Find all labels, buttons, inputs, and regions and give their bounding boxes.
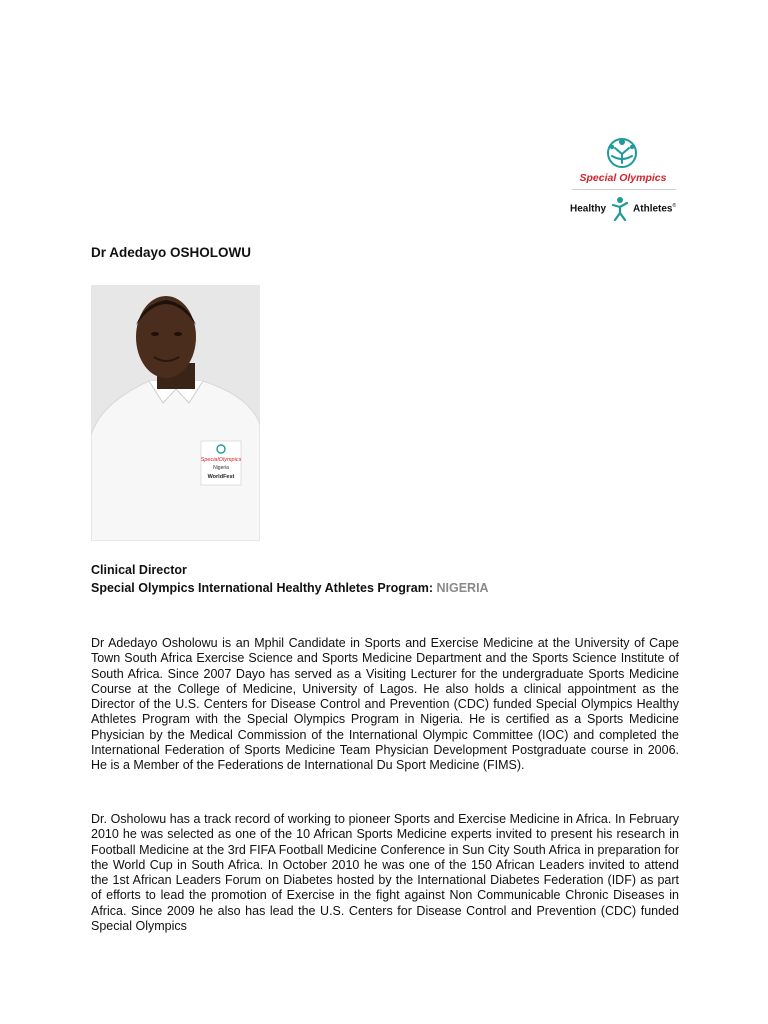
logo-special-olympics-text: Special Olympics [579, 172, 667, 184]
special-olympics-healthy-athletes-logo [566, 136, 680, 228]
shirt-logo-line3: WorldFest [207, 474, 235, 480]
logo-athletes-text: Athletes [633, 203, 673, 215]
portrait-photo [91, 285, 260, 541]
bio-paragraph-2: Dr. Osholowu has a track record of working to pioneer Sports and Exercise Medicine in Africa. In February 2010 he was selected as one of the 10 African Sports Medicine experts invited to present his research in Football Medicine at the 3rd FIFA Football Medicine Conference in Sun City South Africa in preparation for the World Cup in South Africa. In October 2010 he was one of the 150 African Leaders invited to attend the 1st African Leaders Forum on Diabetes hosted by the International Diabetes Federation (IDF) as part of efforts to lead the promotion of Exercise in the fight against Non Communicable Chronic Diseases in Africa. Since 2009 he also has lead the U.S. Centers for Disease Control and Prevention (CDC) funded Special Olympics [91, 812, 679, 934]
logo-healthy-text: Healthy [570, 203, 607, 215]
logo-healthy-athletes [570, 196, 676, 222]
registered-mark: ® [672, 202, 677, 209]
program-line [91, 579, 489, 597]
logo-divider [572, 189, 676, 190]
shirt-logo-line2: Nigeria [213, 465, 229, 471]
shirt-logo-line1: SpecialOlympics [200, 457, 242, 463]
program-country: NIGERIA [436, 581, 489, 595]
special-olympics-emblem-icon [604, 136, 640, 170]
role-title: Clinical Director [91, 563, 187, 577]
athlete-figure-icon [611, 196, 629, 222]
portrait-illustration [91, 285, 260, 541]
bio-paragraph-1: Dr Adedayo Osholowu is an Mphil Candidate in Sports and Exercise Medicine at the University of Cape Town South Africa Exercise Science and Sports Medicine Department and the Sports Science Institute of South Africa. Since 2007 Dayo has served as a Visiting Lecturer for the undergraduate Sports Medicine Course at the College of Medicine, University of Lagos. He also holds a clinical appointment as the Director of the U.S. Centers for Disease Control and Prevention (CDC) funded Special Olympics Healthy Athletes Program with the Special Olympics Program in Nigeria. He is certified as a Sports Medicine Physician by the Medical Commission of the International Olympic Committee (IOC) and completed the International Federation of Sports Medicine Team Physician Development Postgraduate course in 2006. He is a Member of the Federations de International Du Sport Medicine (FIMS). [91, 636, 679, 773]
program-name: Special Olympics International Healthy Athletes Program: [91, 581, 433, 595]
role-block [91, 561, 489, 597]
person-name: Dr Adedayo OSHOLOWU [91, 245, 252, 260]
